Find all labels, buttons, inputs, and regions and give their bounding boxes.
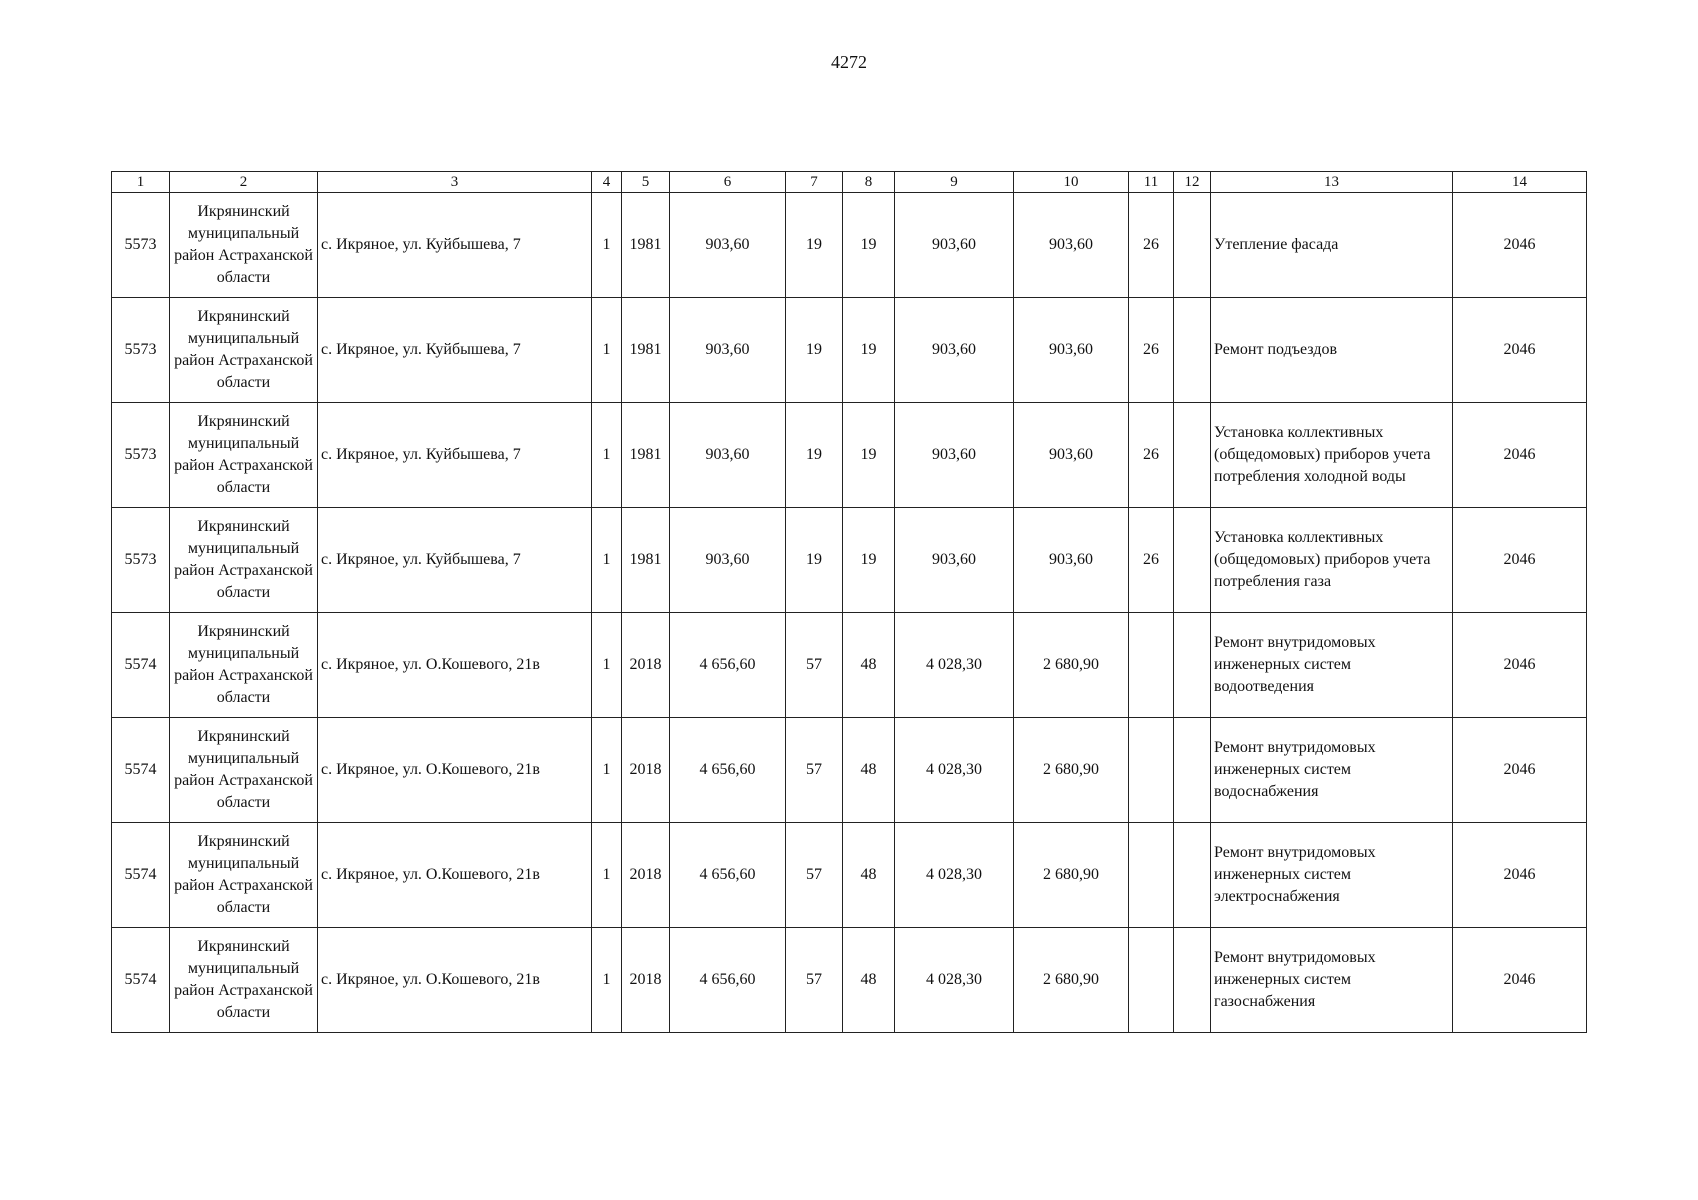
table-row [112, 613, 1587, 718]
table-row [112, 823, 1587, 928]
cell-c8: 19 [843, 508, 895, 613]
column-header-4: 4 [592, 172, 622, 193]
cell-c9: 903,60 [895, 508, 1014, 613]
cell-c13: Утепление фасада [1211, 193, 1453, 298]
cell-c9: 4 028,30 [895, 823, 1014, 928]
cell-c1: 5574 [112, 613, 170, 718]
cell-c5: 1981 [622, 508, 670, 613]
cell-c12 [1174, 193, 1211, 298]
cell-c10: 903,60 [1014, 193, 1129, 298]
cell-c7: 19 [786, 193, 843, 298]
cell-c10: 2 680,90 [1014, 823, 1129, 928]
cell-c7: 57 [786, 823, 843, 928]
cell-c6: 4 656,60 [670, 718, 786, 823]
cell-c12 [1174, 508, 1211, 613]
cell-c3: с. Икряное, ул. О.Кошевого, 21в [318, 823, 592, 928]
cell-c12 [1174, 928, 1211, 1033]
cell-c12 [1174, 403, 1211, 508]
cell-c2: Икрянинский муниципальный район Астраханской области [170, 403, 318, 508]
cell-c7: 57 [786, 718, 843, 823]
cell-c12 [1174, 298, 1211, 403]
cell-c1: 5573 [112, 403, 170, 508]
cell-c3: с. Икряное, ул. Куйбышева, 7 [318, 298, 592, 403]
table-row [112, 403, 1587, 508]
cell-c14: 2046 [1453, 718, 1587, 823]
cell-c9: 4 028,30 [895, 928, 1014, 1033]
cell-c8: 48 [843, 613, 895, 718]
cell-c10: 903,60 [1014, 403, 1129, 508]
column-header-6: 6 [670, 172, 786, 193]
cell-c4: 1 [592, 298, 622, 403]
column-header-13: 13 [1211, 172, 1453, 193]
cell-c3: с. Икряное, ул. Куйбышева, 7 [318, 193, 592, 298]
cell-c14: 2046 [1453, 298, 1587, 403]
cell-c7: 19 [786, 508, 843, 613]
cell-c6: 903,60 [670, 508, 786, 613]
cell-c13: Ремонт внутридомовых инженерных систем водоснабжения [1211, 718, 1453, 823]
cell-c7: 19 [786, 403, 843, 508]
header-row [112, 172, 1587, 193]
cell-c13: Ремонт внутридомовых инженерных систем водоотведения [1211, 613, 1453, 718]
table-row [112, 298, 1587, 403]
cell-c9: 903,60 [895, 298, 1014, 403]
page-number: 4272 [831, 52, 867, 72]
column-header-5: 5 [622, 172, 670, 193]
cell-c11: 26 [1129, 298, 1174, 403]
cell-c11: 26 [1129, 508, 1174, 613]
column-header-2: 2 [170, 172, 318, 193]
cell-c14: 2046 [1453, 403, 1587, 508]
cell-c4: 1 [592, 508, 622, 613]
cell-c2: Икрянинский муниципальный район Астраханской области [170, 193, 318, 298]
cell-c1: 5573 [112, 508, 170, 613]
cell-c6: 4 656,60 [670, 928, 786, 1033]
cell-c13: Установка коллективных (общедомовых) приборов учета потребления газа [1211, 508, 1453, 613]
cell-c5: 2018 [622, 823, 670, 928]
cell-c1: 5574 [112, 928, 170, 1033]
cell-c1: 5573 [112, 193, 170, 298]
cell-c3: с. Икряное, ул. О.Кошевого, 21в [318, 613, 592, 718]
cell-c13: Ремонт внутридомовых инженерных систем газоснабжения [1211, 928, 1453, 1033]
cell-c2: Икрянинский муниципальный район Астраханской области [170, 823, 318, 928]
cell-c13: Ремонт внутридомовых инженерных систем электроснабжения [1211, 823, 1453, 928]
cell-c4: 1 [592, 403, 622, 508]
cell-c9: 4 028,30 [895, 718, 1014, 823]
cell-c6: 903,60 [670, 403, 786, 508]
column-header-3: 3 [318, 172, 592, 193]
cell-c1: 5574 [112, 823, 170, 928]
table-row [112, 193, 1587, 298]
cell-c2: Икрянинский муниципальный район Астраханской области [170, 508, 318, 613]
cell-c10: 903,60 [1014, 508, 1129, 613]
column-header-14: 14 [1453, 172, 1587, 193]
cell-c7: 57 [786, 928, 843, 1033]
cell-c5: 1981 [622, 403, 670, 508]
cell-c6: 4 656,60 [670, 823, 786, 928]
cell-c11 [1129, 718, 1174, 823]
cell-c2: Икрянинский муниципальный район Астраханской области [170, 298, 318, 403]
cell-c1: 5574 [112, 718, 170, 823]
cell-c14: 2046 [1453, 823, 1587, 928]
cell-c8: 48 [843, 823, 895, 928]
cell-c8: 19 [843, 298, 895, 403]
cell-c13: Ремонт подъездов [1211, 298, 1453, 403]
cell-c14: 2046 [1453, 613, 1587, 718]
cell-c14: 2046 [1453, 193, 1587, 298]
column-header-11: 11 [1129, 172, 1174, 193]
table-row [112, 718, 1587, 823]
table-body [112, 193, 1587, 1033]
cell-c9: 4 028,30 [895, 613, 1014, 718]
cell-c4: 1 [592, 718, 622, 823]
cell-c3: с. Икряное, ул. О.Кошевого, 21в [318, 928, 592, 1033]
cell-c11 [1129, 928, 1174, 1033]
cell-c8: 48 [843, 718, 895, 823]
cell-c1: 5573 [112, 298, 170, 403]
cell-c3: с. Икряное, ул. О.Кошевого, 21в [318, 718, 592, 823]
column-header-12: 12 [1174, 172, 1211, 193]
capital-repair-table [111, 171, 1587, 1033]
cell-c2: Икрянинский муниципальный район Астраханской области [170, 613, 318, 718]
cell-c5: 2018 [622, 928, 670, 1033]
cell-c14: 2046 [1453, 928, 1587, 1033]
cell-c12 [1174, 613, 1211, 718]
cell-c6: 4 656,60 [670, 613, 786, 718]
cell-c5: 1981 [622, 193, 670, 298]
cell-c7: 57 [786, 613, 843, 718]
cell-c11 [1129, 613, 1174, 718]
cell-c12 [1174, 718, 1211, 823]
table-row [112, 508, 1587, 613]
cell-c10: 2 680,90 [1014, 928, 1129, 1033]
column-header-9: 9 [895, 172, 1014, 193]
cell-c14: 2046 [1453, 508, 1587, 613]
cell-c8: 19 [843, 193, 895, 298]
cell-c4: 1 [592, 613, 622, 718]
column-header-7: 7 [786, 172, 843, 193]
cell-c9: 903,60 [895, 403, 1014, 508]
cell-c10: 2 680,90 [1014, 718, 1129, 823]
cell-c2: Икрянинский муниципальный район Астраханской области [170, 718, 318, 823]
cell-c10: 903,60 [1014, 298, 1129, 403]
cell-c12 [1174, 823, 1211, 928]
column-header-8: 8 [843, 172, 895, 193]
column-header-10: 10 [1014, 172, 1129, 193]
cell-c5: 2018 [622, 718, 670, 823]
cell-c3: с. Икряное, ул. Куйбышева, 7 [318, 403, 592, 508]
cell-c11: 26 [1129, 403, 1174, 508]
cell-c6: 903,60 [670, 298, 786, 403]
cell-c4: 1 [592, 193, 622, 298]
cell-c4: 1 [592, 928, 622, 1033]
cell-c11: 26 [1129, 193, 1174, 298]
table-row [112, 928, 1587, 1033]
cell-c5: 1981 [622, 298, 670, 403]
cell-c10: 2 680,90 [1014, 613, 1129, 718]
cell-c8: 19 [843, 403, 895, 508]
cell-c2: Икрянинский муниципальный район Астраханской области [170, 928, 318, 1033]
cell-c6: 903,60 [670, 193, 786, 298]
cell-c3: с. Икряное, ул. Куйбышева, 7 [318, 508, 592, 613]
cell-c8: 48 [843, 928, 895, 1033]
cell-c7: 19 [786, 298, 843, 403]
cell-c9: 903,60 [895, 193, 1014, 298]
cell-c13: Установка коллективных (общедомовых) приборов учета потребления холодной воды [1211, 403, 1453, 508]
cell-c5: 2018 [622, 613, 670, 718]
cell-c11 [1129, 823, 1174, 928]
cell-c4: 1 [592, 823, 622, 928]
column-header-1: 1 [112, 172, 170, 193]
